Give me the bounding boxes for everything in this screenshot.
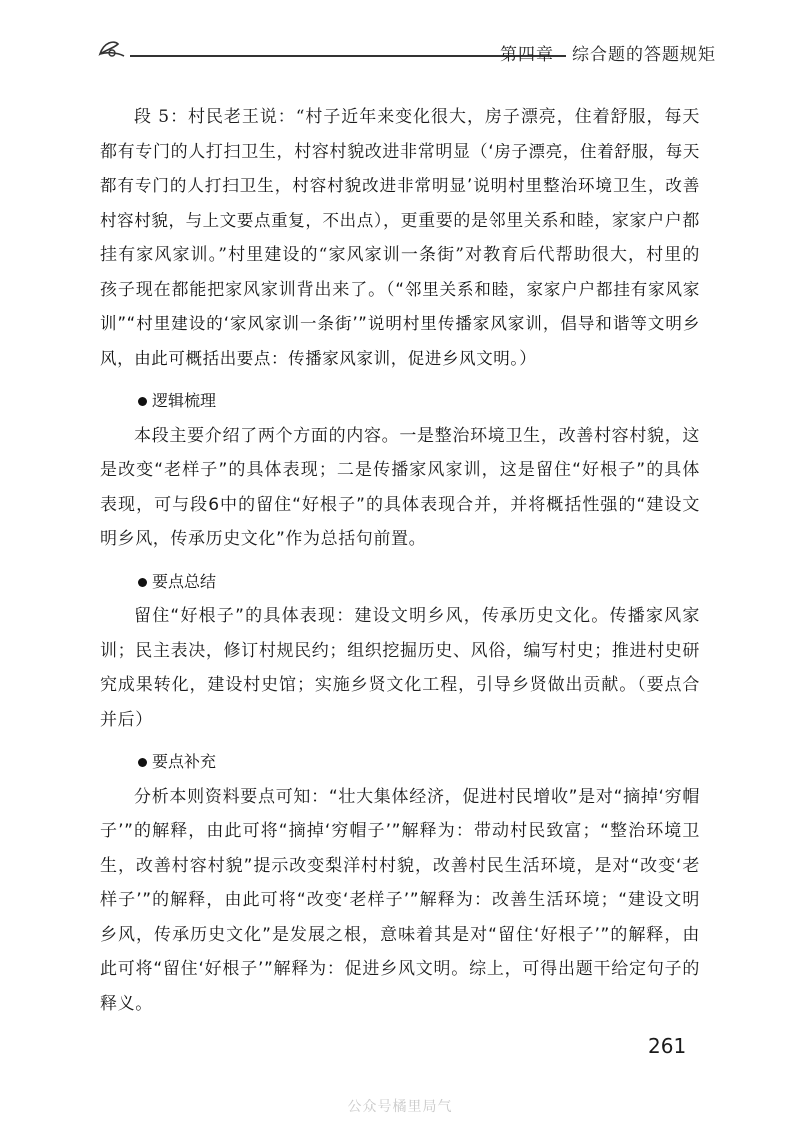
section-heading-label: 逻辑梳理 bbox=[152, 391, 217, 410]
watermark: 公众号橘里局气 bbox=[347, 1099, 453, 1115]
page-number: 261 bbox=[648, 1034, 687, 1058]
running-header bbox=[96, 30, 716, 64]
header-title bbox=[500, 40, 716, 65]
bullet-icon bbox=[138, 397, 147, 406]
leaf-ornament-icon bbox=[96, 36, 126, 60]
section-heading-summary bbox=[100, 565, 700, 600]
paragraph-supplement: 分析本则资料要点可知：“壮大集体经济，促进村民增收”是对“摘掉‘穷帽子’”的解释，由此可将“摘掉‘穷帽子’”解释为：带动村民致富；“整治环境卫生，改善村容村貌”提示改变梨洋村村貌，改善村民生活环境，是对“改变‘老样子’”的解释，由此可将“改变‘老样子’”解释为：改善生活环境；“建设文明乡风，传承历史文化”是发展之根，意味着其是对“留住‘好根子’”的解释，由此可将“留住‘好根子’”解释为：促进乡风文明。综上，可得出题干给定句子的释义。 bbox=[100, 786, 700, 1014]
annotation-1: ‘房子漂亮，住着舒服，每天都有专门的人打扫卫生，村容村貌改进非常明显’说明村里整治环境卫生，改善村容村貌，与上文要点重复，不出点 bbox=[100, 141, 701, 230]
paragraph-logic: 本段主要介绍了两个方面的内容。一是整治环境卫生，改善村容村貌，这是改变“老样子”的具体表现；二是传播家风家训，这是留住“好根子”的具体表现，可与段6中的留住“好根子”的具体表现合并，并将概括性强的“建设文明乡风，传承历史文化”作为总括句前置。 bbox=[100, 425, 700, 549]
annotation-2: “邻里关系和睦，家家户户都挂有家风家训”“村里建设的‘家风家训一条街’”说明村里传播家风家训，倡导和谐等文明乡风，由此可概括出要点：传播家风家训，促进乡风文明。 bbox=[100, 279, 700, 368]
quote-text-1: 段 5：村民老王说：“村子近年来变化很大，房子漂亮，住着舒服，每天都有专门的人打扫卫生，村容村貌改进非常明显（ bbox=[100, 107, 700, 162]
chapter-label: 第四章 bbox=[500, 45, 554, 65]
page-body bbox=[100, 100, 700, 1021]
section-heading-label: 要点总结 bbox=[152, 571, 217, 591]
quote-text-2: ），更重要的是邻里关系和睦，家家户户都挂有家风家训。”村里建设的“家风家训一条街”对教育后代帮助很大，村里的孩子现在都能把家风家训背出来了。（ bbox=[100, 210, 700, 300]
chapter-title: 综合题的答题规矩 bbox=[572, 45, 716, 65]
bullet-icon bbox=[138, 578, 147, 587]
closing-paren: ） bbox=[519, 348, 537, 369]
section-heading-logic bbox=[100, 384, 700, 419]
section-heading-supplement bbox=[100, 745, 700, 780]
section-heading-label: 要点补充 bbox=[152, 752, 217, 771]
bullet-icon bbox=[138, 758, 147, 767]
paragraph-summary: 留住“好根子”的具体表现：建设文明乡风，传承历史文化。传播家风家训；民主表决，修订村规民约；组织挖掘历史、风俗，编写村史；推进村史研究成果转化，建设村史馆；实施乡贤文化工程，引导乡贤做出贡献。（要点合并后） bbox=[100, 606, 700, 730]
paragraph-duan5 bbox=[100, 100, 700, 376]
